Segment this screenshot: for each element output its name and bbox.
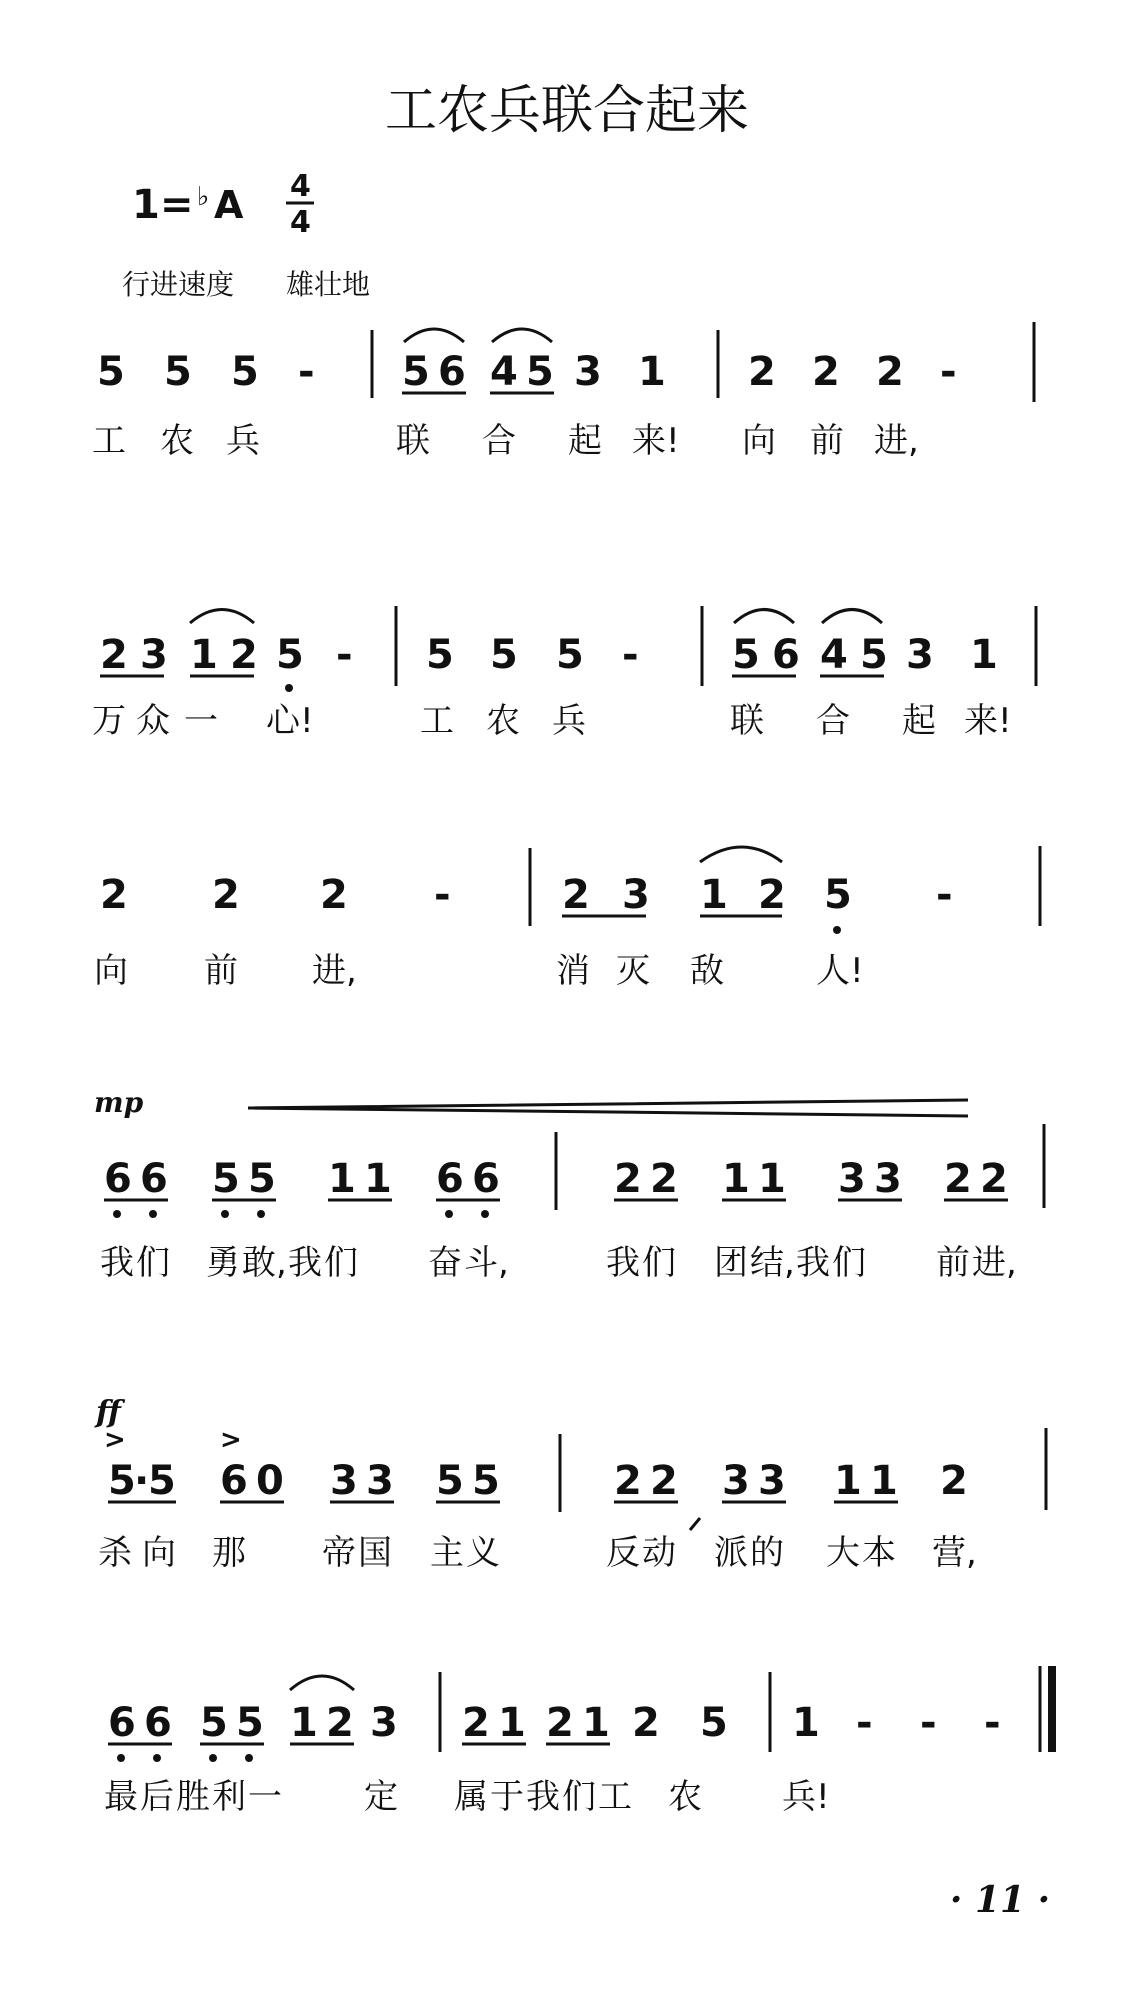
note: 2	[812, 349, 840, 395]
slur	[700, 847, 782, 862]
dash: -	[984, 1700, 1001, 1746]
lyric: 敢,	[242, 1243, 287, 1283]
note: 5	[556, 632, 584, 678]
lyric: 结,	[750, 1243, 795, 1283]
lyric: 们	[642, 1243, 676, 1283]
note: 2	[758, 872, 786, 918]
lyric: 们	[562, 1777, 596, 1817]
note: 5	[426, 632, 454, 678]
lyric: 工	[420, 701, 454, 741]
dash: -	[622, 632, 639, 678]
note: 3	[330, 1458, 358, 1504]
note: 6	[104, 1156, 132, 1202]
score-line-3	[94, 846, 1040, 991]
lyric: 我	[100, 1243, 134, 1283]
note: 6	[772, 632, 800, 678]
lyric: 进,	[874, 421, 919, 461]
lyric: 前	[936, 1243, 970, 1283]
lyric: 反	[606, 1533, 640, 1573]
lyric: 万	[92, 701, 126, 741]
slur	[822, 610, 882, 624]
lyric: 来!	[632, 421, 680, 461]
note: 5	[248, 1156, 276, 1202]
note: 5	[436, 1458, 464, 1504]
note: 6	[472, 1156, 500, 1202]
note: 2	[876, 349, 904, 395]
lyric: 合	[482, 421, 516, 461]
lyric: 农	[486, 701, 520, 741]
tempo-marking: 行进速度	[122, 268, 235, 301]
song-title: 工农兵联合起来	[384, 81, 750, 141]
lyric: 的	[750, 1533, 784, 1573]
dash: -	[434, 872, 451, 918]
note: 2	[320, 872, 348, 918]
lyric: 敌	[690, 951, 724, 991]
low-octave-dot	[113, 1210, 121, 1218]
lyric: 进,	[972, 1243, 1017, 1283]
lyric: 斗,	[464, 1243, 509, 1283]
note: 6	[144, 1700, 172, 1746]
lyric: 我	[526, 1777, 560, 1817]
dash: -	[336, 632, 353, 678]
key-one: 1	[132, 182, 160, 228]
lyric: 众	[136, 701, 170, 741]
low-octave-dot	[285, 684, 293, 692]
note: 5	[700, 1700, 728, 1746]
dynamic-mp: mp	[94, 1086, 144, 1119]
note: 6	[140, 1156, 168, 1202]
key-note: A	[214, 183, 244, 227]
slur	[190, 610, 254, 624]
low-octave-dot	[257, 1210, 265, 1218]
lyric: 我	[606, 1243, 640, 1283]
score-line-1	[92, 322, 1034, 461]
lyric: 们	[136, 1243, 170, 1283]
lyric: 进,	[312, 951, 357, 991]
lyric: 联	[730, 701, 764, 741]
note: 1	[364, 1156, 392, 1202]
lyric: 动	[642, 1533, 676, 1573]
note: 4	[490, 349, 518, 395]
note: 6	[438, 349, 466, 395]
lyric: 们	[324, 1243, 358, 1283]
note: 6	[220, 1458, 248, 1504]
note: 6	[436, 1156, 464, 1202]
score-line-4	[94, 1086, 1044, 1283]
lyric: 我	[288, 1243, 322, 1283]
low-octave-dot	[117, 1754, 125, 1762]
note: 5	[164, 349, 192, 395]
note: 2	[632, 1700, 660, 1746]
lyric: 最	[104, 1777, 138, 1817]
lyric: 帝	[322, 1533, 356, 1573]
lyric: 起	[902, 701, 936, 741]
note: 5	[97, 349, 125, 395]
lyric: 工	[92, 421, 126, 461]
note: 5	[236, 1700, 264, 1746]
note: 1	[870, 1458, 898, 1504]
note: 3	[722, 1458, 750, 1504]
dynamic-ff: ff	[96, 1395, 121, 1430]
lyric: 消	[556, 951, 590, 991]
note: 3	[874, 1156, 902, 1202]
lyric: 国	[358, 1533, 392, 1573]
lyric: 向	[94, 951, 128, 991]
note: 2	[212, 872, 240, 918]
lyric: 们	[832, 1243, 866, 1283]
note: 2	[980, 1156, 1008, 1202]
note: 2	[650, 1156, 678, 1202]
low-octave-dot	[445, 1210, 453, 1218]
note: 5	[212, 1156, 240, 1202]
low-octave-dot	[481, 1210, 489, 1218]
augmentation-dot: ·	[134, 1458, 150, 1504]
time-sig-bottom: 4	[290, 205, 311, 240]
expression-marking: 雄壮地	[286, 268, 371, 301]
accent-mark: >	[220, 1425, 242, 1455]
dash: -	[936, 872, 953, 918]
note: 5	[824, 872, 852, 918]
low-octave-dot	[153, 1754, 161, 1762]
note: 3	[370, 1700, 398, 1746]
lyric: 一	[184, 701, 218, 741]
note: 5	[231, 349, 259, 395]
note: 6	[108, 1700, 136, 1746]
lyric: 心!	[266, 701, 314, 741]
low-octave-dot	[149, 1210, 157, 1218]
lyric: 利	[212, 1777, 246, 1817]
note: 3	[140, 632, 168, 678]
lyric: 勇	[206, 1243, 240, 1283]
lyric: 向	[742, 421, 776, 461]
note: 5	[402, 349, 430, 395]
lyric: 本	[862, 1533, 896, 1573]
note: 2	[100, 872, 128, 918]
low-octave-dot	[833, 926, 841, 934]
note: 2	[462, 1700, 490, 1746]
lyric: 来!	[964, 701, 1012, 741]
note: 5	[526, 349, 554, 395]
note: 2	[614, 1458, 642, 1504]
note: 3	[838, 1156, 866, 1202]
note: 3	[574, 349, 602, 395]
note: 1	[970, 632, 998, 678]
note: 2	[650, 1458, 678, 1504]
note: 2	[940, 1458, 968, 1504]
lyric: 于	[490, 1777, 524, 1817]
lyric: 兵	[226, 421, 260, 461]
note: 1	[328, 1156, 356, 1202]
lyric: 起	[568, 421, 602, 461]
lyric: 团	[714, 1243, 748, 1283]
lyric: 派	[714, 1533, 748, 1573]
note: 1	[722, 1156, 750, 1202]
note: 3	[366, 1458, 394, 1504]
page-number: · 11 ·	[949, 1879, 1051, 1921]
key-equals: =	[160, 182, 194, 228]
low-octave-dot	[245, 1754, 253, 1762]
lyric: 灭	[616, 951, 650, 991]
note: 1	[290, 1700, 318, 1746]
note: 5	[490, 632, 518, 678]
slur	[734, 610, 794, 624]
note: 2	[326, 1700, 354, 1746]
lyric: 工	[598, 1777, 632, 1817]
lyric: 人!	[816, 951, 864, 991]
note: 3	[906, 632, 934, 678]
lyric: 大	[826, 1533, 860, 1573]
crescendo-hairpin	[248, 1100, 968, 1116]
lyric: 后	[140, 1777, 174, 1817]
lyric: 那	[212, 1533, 246, 1573]
note: 1	[758, 1156, 786, 1202]
lyric: 杀	[98, 1533, 132, 1573]
lyric: 营,	[932, 1533, 977, 1573]
low-octave-dot	[221, 1210, 229, 1218]
note: 1	[190, 632, 218, 678]
slur	[290, 1676, 354, 1690]
lyric: 义	[466, 1533, 500, 1573]
note: 2	[546, 1700, 574, 1746]
dash: -	[920, 1700, 937, 1746]
note: 2	[614, 1156, 642, 1202]
stray-mark	[690, 1518, 700, 1530]
accent-mark: >	[104, 1425, 126, 1455]
lyric: 一	[248, 1777, 282, 1817]
lyric: 农	[160, 421, 194, 461]
note: 2	[748, 349, 776, 395]
note: 3	[622, 872, 650, 918]
lyric: 向	[142, 1533, 176, 1573]
low-octave-dot	[209, 1754, 217, 1762]
note: 1	[700, 872, 728, 918]
note: 1	[498, 1700, 526, 1746]
lyric: 兵	[552, 701, 586, 741]
note: 5	[472, 1458, 500, 1504]
note: 2	[230, 632, 258, 678]
note: 5	[860, 632, 888, 678]
lyric: 合	[816, 701, 850, 741]
lyric: 胜	[176, 1777, 210, 1817]
dash: -	[298, 349, 315, 395]
note: 4	[820, 632, 848, 678]
note: 1	[792, 1700, 820, 1746]
lyric: 主	[430, 1533, 464, 1573]
note: 1	[834, 1458, 862, 1504]
lyric: 兵!	[782, 1777, 830, 1817]
note: 1	[582, 1700, 610, 1746]
key-flat: ♭	[197, 182, 210, 212]
lyric: 前	[810, 421, 844, 461]
time-sig-top: 4	[290, 169, 311, 204]
note: 0	[256, 1458, 284, 1504]
lyric: 定	[364, 1777, 398, 1817]
lyric: 奋	[428, 1243, 462, 1283]
note: 2	[562, 872, 590, 918]
dash: -	[940, 349, 957, 395]
score-line-2	[92, 606, 1036, 741]
score-line-5	[94, 1395, 1046, 1573]
note: 5	[732, 632, 760, 678]
slur	[404, 329, 464, 342]
lyric: 我	[796, 1243, 830, 1283]
lyric: 农	[668, 1777, 702, 1817]
note: 5	[148, 1458, 176, 1504]
note: 5	[276, 632, 304, 678]
note: 1	[638, 349, 666, 395]
note: 3	[758, 1458, 786, 1504]
note: 2	[944, 1156, 972, 1202]
lyric: 联	[396, 421, 430, 461]
slur	[492, 329, 552, 342]
lyric: 前	[204, 951, 238, 991]
lyric: 属	[454, 1777, 488, 1817]
note: 5	[108, 1458, 136, 1504]
note: 5	[200, 1700, 228, 1746]
note: 2	[100, 632, 128, 678]
score-line-6	[104, 1666, 1052, 1817]
dash: -	[856, 1700, 873, 1746]
